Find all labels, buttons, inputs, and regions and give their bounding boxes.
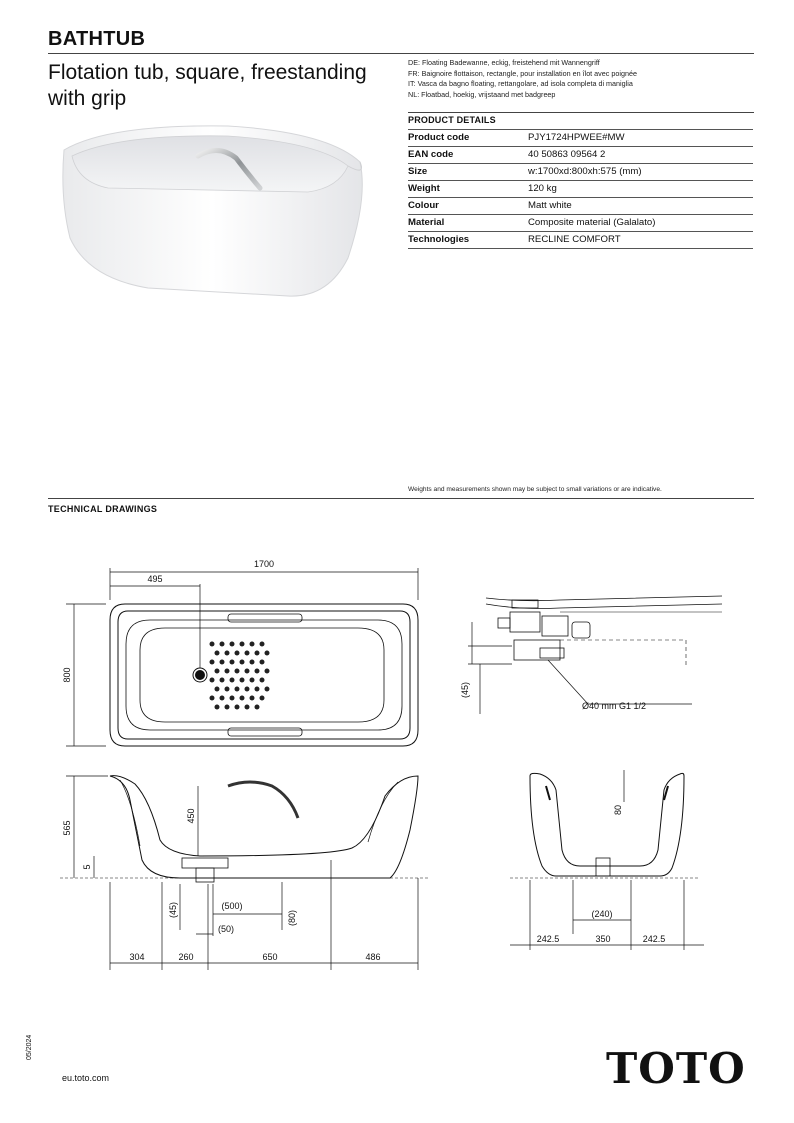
dim-floor-gap: 5 xyxy=(82,864,92,870)
detail-value: Composite material (Galalato) xyxy=(528,217,656,228)
detail-value: w:1700xd:800xh:575 (mm) xyxy=(528,166,642,177)
dim-seg-650: 650 xyxy=(262,952,278,962)
detail-value: 120 kg xyxy=(528,183,557,194)
dim-drain-80: (80) xyxy=(287,909,297,927)
dim-side-350: 350 xyxy=(595,934,611,944)
product-details-table xyxy=(408,129,753,249)
detail-label: Colour xyxy=(408,200,439,211)
bathtub-product-image xyxy=(48,118,378,308)
detail-value: RECLINE COMFORT xyxy=(528,234,621,245)
dim-drain-50: (50) xyxy=(217,924,235,934)
dim-inner-height: 450 xyxy=(186,808,196,824)
product-details-heading: PRODUCT DETAILS xyxy=(408,115,496,125)
product-title xyxy=(48,60,398,112)
translation-fr: FR: Baignoire flottaison, rectangle, pour installation en îlot avec poignée xyxy=(408,68,637,78)
disclaimer-note: Weights and measurements shown may be subject to small variations or are indicative. xyxy=(408,486,662,493)
dim-detail-45: (45) xyxy=(460,681,470,699)
document-date: 05/2024 xyxy=(26,1034,33,1060)
detail-row-size xyxy=(408,164,753,181)
dim-side-240: (240) xyxy=(591,909,613,919)
translation-it: IT: Vasca da bagno floating, rettangolare, ad isola completa di maniglia xyxy=(408,79,633,88)
top-view-drawing xyxy=(62,559,418,746)
dim-seg-260: 260 xyxy=(178,952,194,962)
detail-row-weight xyxy=(408,181,753,198)
dim-seg-486: 486 xyxy=(365,952,381,962)
side-view-drawing xyxy=(510,770,704,950)
detail-label: EAN code xyxy=(408,149,454,160)
recline-dots-pattern xyxy=(210,642,270,710)
detail-row-colour xyxy=(408,198,753,215)
detail-row-product-code xyxy=(408,129,753,147)
dim-drain-500: (500) xyxy=(221,901,243,911)
detail-row-technologies xyxy=(408,232,753,249)
dim-depth: 800 xyxy=(62,667,72,683)
product-title-line-2: with grip xyxy=(48,87,127,110)
dim-grip-offset: 495 xyxy=(147,574,163,584)
header-divider xyxy=(48,53,754,54)
title-translations xyxy=(408,58,753,100)
detail-row-ean-code xyxy=(408,147,753,164)
detail-label: Size xyxy=(408,166,428,177)
dim-seg-304: 304 xyxy=(129,952,145,962)
detail-row-material xyxy=(408,215,753,232)
dim-width: 1700 xyxy=(253,559,275,569)
technical-drawings-heading: TECHNICAL DRAWINGS xyxy=(48,504,158,514)
pipe-spec-label: Ø40 mm G1 1/2 xyxy=(582,701,647,711)
toto-logo: TOTO xyxy=(606,1044,746,1093)
translation-de: DE: Floating Badewanne, eckig, freistehend mit Wannengriff xyxy=(408,58,600,67)
technical-drawing xyxy=(0,540,794,980)
section-divider xyxy=(48,498,754,499)
dim-drain-45: (45) xyxy=(168,901,178,919)
product-category: BATHTUB xyxy=(48,28,146,50)
detail-label: Weight xyxy=(408,183,440,194)
dim-side-242b: 242.5 xyxy=(642,934,666,944)
dim-side-80: 80 xyxy=(613,804,623,816)
dim-height: 565 xyxy=(62,820,72,836)
drain-detail-drawing xyxy=(460,596,722,714)
detail-value: PJY1724HPWEE#MW xyxy=(528,132,625,143)
translations-divider xyxy=(408,112,754,113)
detail-label: Technologies xyxy=(408,234,470,245)
detail-label: Material xyxy=(408,217,445,228)
detail-value: 40 50863 09564 2 xyxy=(528,149,606,160)
product-title-line-1: Flotation tub, square, freestanding xyxy=(48,61,367,84)
translation-nl: NL: Floatbad, hoekig, vrijstaand met badgreep xyxy=(408,89,556,99)
detail-value: Matt white xyxy=(528,200,572,211)
dim-side-242a: 242.5 xyxy=(536,934,560,944)
detail-label: Product code xyxy=(408,132,470,143)
front-view-drawing xyxy=(60,776,430,970)
website-url: eu.toto.com xyxy=(62,1073,110,1083)
